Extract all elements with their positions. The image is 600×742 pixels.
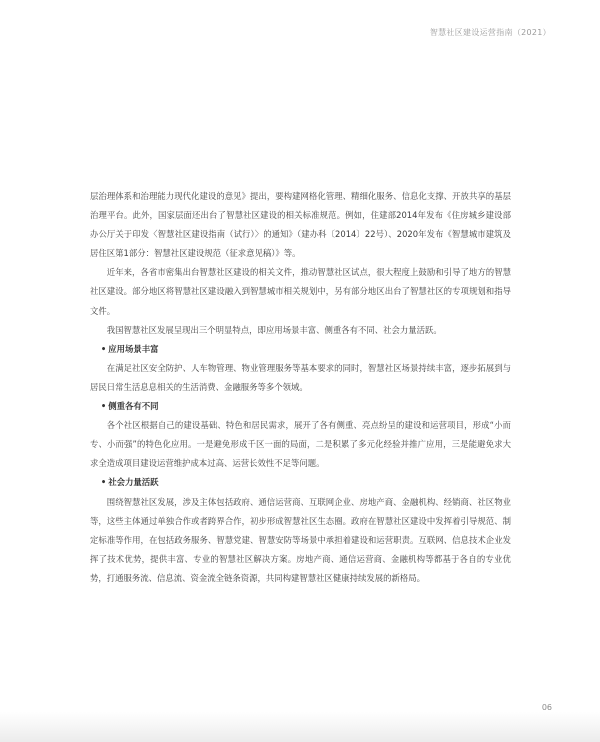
section-title: 侧重各有不同 [108, 401, 159, 412]
paragraph-continued: 层治理体系和治理能力现代化建设的意见》提出，要构建网格化管理、精细化服务、信息化支撑、开放共享的基层治理平台。此外，国家层面还出台了智慧社区建设的相关标准规范。例如，住建部2014年发布《住房城乡建设部办公厅关于印发〈智慧社区建设指南（试行）〉的通知》（建办科〔2014〕22号）、2020年发布《智慧城市建筑及居住区第1部分：智慧社区建设规范（征求意见稿）》等。 [90, 191, 511, 259]
section-heading-social-forces [90, 473, 511, 492]
section-title: 社会力量活跃 [108, 477, 159, 488]
section-heading-different-focus [90, 397, 511, 416]
bullet-icon: • [100, 477, 107, 488]
paragraph-three-features: 我国智慧社区发展呈现出三个明显特点，即应用场景丰富、侧重各有不同、社会力量活跃。 [106, 324, 442, 335]
document-body [90, 187, 511, 588]
paragraph-social-forces: 围绕智慧社区发展，涉及主体包括政府、通信运营商、互联网企业、房地产商、金融机构、经销商、社区物业等，这些主体通过单独合作或者跨界合作，初步形成智慧社区生态圈。政府在智慧社区建设中发挥着引导规范、制定标准等作用，在包括政务服务、智慧党建、智慧安防等场景中承担着建设和运营职责。互联网、信息技术企业发挥了技术优势，提供丰富、专业的智慧社区解决方案。房地产商、通信运营商、金融机构等都基于各自的专业优势，打通服务流、信息流、资金流全链条资源，共同构建智慧社区健康持续发展的新格局。 [90, 496, 511, 583]
footer-shadow [0, 712, 600, 742]
bullet-icon: • [100, 401, 107, 412]
section-heading-application-scenarios [90, 340, 511, 359]
paragraph-application-scenarios: 在满足社区安全防护、人车物管理、物业管理服务等基本要求的同时，智慧社区场景持续丰富，逐步拓展到与居民日常生活息息相关的生活消费、金融服务等多个领域。 [90, 362, 511, 392]
paragraph-local-policies: 近年来，各省市密集出台智慧社区建设的相关文件，推动智慧社区试点，很大程度上鼓励和引导了地方的智慧社区建设。部分地区将智慧社区建设融入到智慧城市相关规划中，另有部分地区出台了智慧社区的专项规划和指导文件。 [90, 267, 511, 316]
header-title: 智慧社区建设运营指南（2021） [429, 28, 551, 37]
paragraph-different-focus: 各个社区根据自己的建设基础、特色和居民需求，展开了各有侧重、亮点纷呈的建设和运营项目，形成“小而专、小而强”的特色化应用。一是避免形成千区一面的局面，二是积累了多元化经验并推广应用，三是能避免求大求全造成项目建设运营维护成本过高、运营长效性不足等问题。 [90, 420, 511, 469]
page-number: 06 [541, 703, 552, 712]
section-title: 应用场景丰富 [108, 343, 159, 354]
bullet-icon: • [100, 343, 107, 354]
